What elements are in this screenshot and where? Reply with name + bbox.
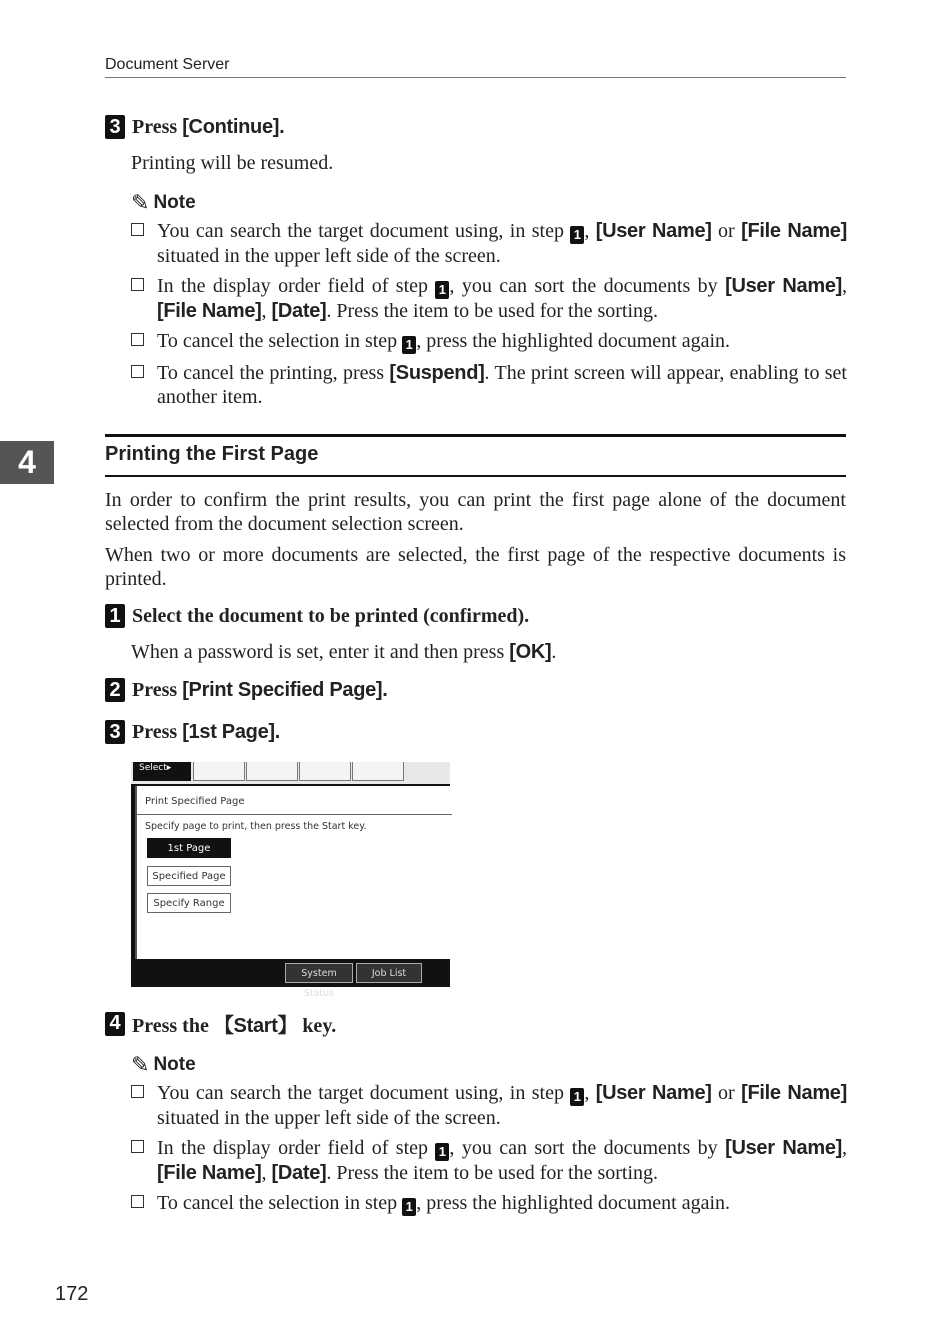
panel-rule xyxy=(137,814,452,815)
continue-key: [Continue]. xyxy=(182,115,285,138)
pencil-icon: ✎ xyxy=(131,1052,150,1077)
screen-tab-bar xyxy=(131,762,450,784)
note-item: To cancel the selection in step 1 , press the highlighted document again. xyxy=(131,329,847,354)
panel-title: Print Specified Page xyxy=(145,796,245,807)
select-tab[interactable]: Select▸ xyxy=(133,762,191,781)
checkbox-bullet-icon xyxy=(131,278,144,291)
note-item: To cancel the printing, press [Suspend]. The print screen will appear, enabling to set another item. xyxy=(131,361,847,409)
step-ref-icon: 1 xyxy=(435,281,449,299)
step-number: 4 xyxy=(105,1012,125,1036)
note-heading xyxy=(131,190,196,216)
checkbox-bullet-icon xyxy=(131,223,144,236)
header-rule xyxy=(105,77,846,78)
section-paragraph-2: When two or more documents are selected, the first page of the respective documents is printed. xyxy=(105,544,846,590)
start-key: 【Start】 xyxy=(213,1015,298,1037)
screen-tab[interactable] xyxy=(193,762,245,781)
step-3-body: Printing will be resumed. xyxy=(131,152,334,174)
screen-tab[interactable] xyxy=(246,762,298,781)
note-item: In the display order field of step 1 , you can sort the documents by [User Name], [File Name], [Date]. Press the item to be used for the sorting. xyxy=(131,1136,847,1185)
section-rule-bottom xyxy=(105,475,846,477)
step-ref-icon: 1 xyxy=(570,1088,584,1106)
checkbox-bullet-icon xyxy=(131,1195,144,1208)
checkbox-bullet-icon xyxy=(131,365,144,378)
section-title: Printing the First Page xyxy=(105,443,319,465)
control-panel-screenshot xyxy=(131,762,450,999)
step-number: 2 xyxy=(105,678,125,702)
note-label: Note xyxy=(153,192,196,213)
note-item: You can search the target document using, in step 1 , [User Name] or [File Name] situated in the upper left side of the screen. xyxy=(131,1081,847,1130)
step-4-start: 4 Press the 【Start】 key. xyxy=(105,1009,336,1038)
step-3-continue xyxy=(105,115,284,139)
note-label: Note xyxy=(153,1054,196,1075)
ok-key: [OK] xyxy=(509,641,552,663)
note-item: In the display order field of step 1 , you can sort the documents by [User Name], [File Name], [Date]. Press the item to be used for the sorting. xyxy=(131,274,847,323)
step-text: Select the document to be printed (confirmed). xyxy=(132,604,530,627)
pencil-icon: ✎ xyxy=(131,190,150,215)
note-item: You can search the target document using, in step 1 , [User Name] or [File Name] situated in the upper left side of the screen. xyxy=(131,219,847,268)
screen-tab[interactable] xyxy=(352,762,404,781)
step-2-print-specified: 2 Press [Print Specified Page]. xyxy=(105,678,388,702)
screen-tab[interactable] xyxy=(299,762,351,781)
step-3-first-page: 3 Press [1st Page]. xyxy=(105,720,280,744)
system-status-button[interactable]: System Status xyxy=(285,963,353,983)
step-ref-icon: 1 xyxy=(570,226,584,244)
checkbox-bullet-icon xyxy=(131,1140,144,1153)
checkbox-bullet-icon xyxy=(131,1085,144,1098)
first-page-key: [1st Page]. xyxy=(182,720,281,743)
section-paragraph-1: In order to confirm the print results, you can print the first page alone of the document selected from the document selection screen. xyxy=(105,489,846,535)
step-ref-icon: 1 xyxy=(402,1198,416,1216)
section-rule-top xyxy=(105,434,846,437)
step-number: 1 xyxy=(105,604,125,628)
step-1-select xyxy=(105,604,529,628)
specify-range-button[interactable]: Specify Range xyxy=(147,893,231,913)
step-ref-icon: 1 xyxy=(402,336,416,354)
status-bar xyxy=(131,961,450,999)
first-page-button[interactable]: 1st Page xyxy=(147,838,231,858)
step-number: 3 xyxy=(105,720,125,744)
step-prefix: Press xyxy=(132,115,183,138)
running-header: Document Server xyxy=(105,56,230,73)
checkbox-bullet-icon xyxy=(131,333,144,346)
job-list-button[interactable]: Job List xyxy=(356,963,422,983)
note-item: To cancel the selection in step 1 , press the highlighted document again. xyxy=(131,1191,847,1216)
chapter-tab: 4 xyxy=(0,441,54,484)
step-ref-icon: 1 xyxy=(435,1143,449,1161)
step-number: 3 xyxy=(105,115,125,139)
step-1-body: When a password is set, enter it and then press [OK]. xyxy=(131,641,557,663)
print-specified-page-panel xyxy=(135,786,452,959)
panel-instruction: Specify page to print, then press the Start key. xyxy=(145,821,367,832)
print-specified-page-key: [Print Specified Page]. xyxy=(182,678,388,701)
specified-page-button[interactable]: Specified Page xyxy=(147,866,231,886)
note-heading xyxy=(131,1052,196,1078)
page-number: 172 xyxy=(55,1283,89,1305)
